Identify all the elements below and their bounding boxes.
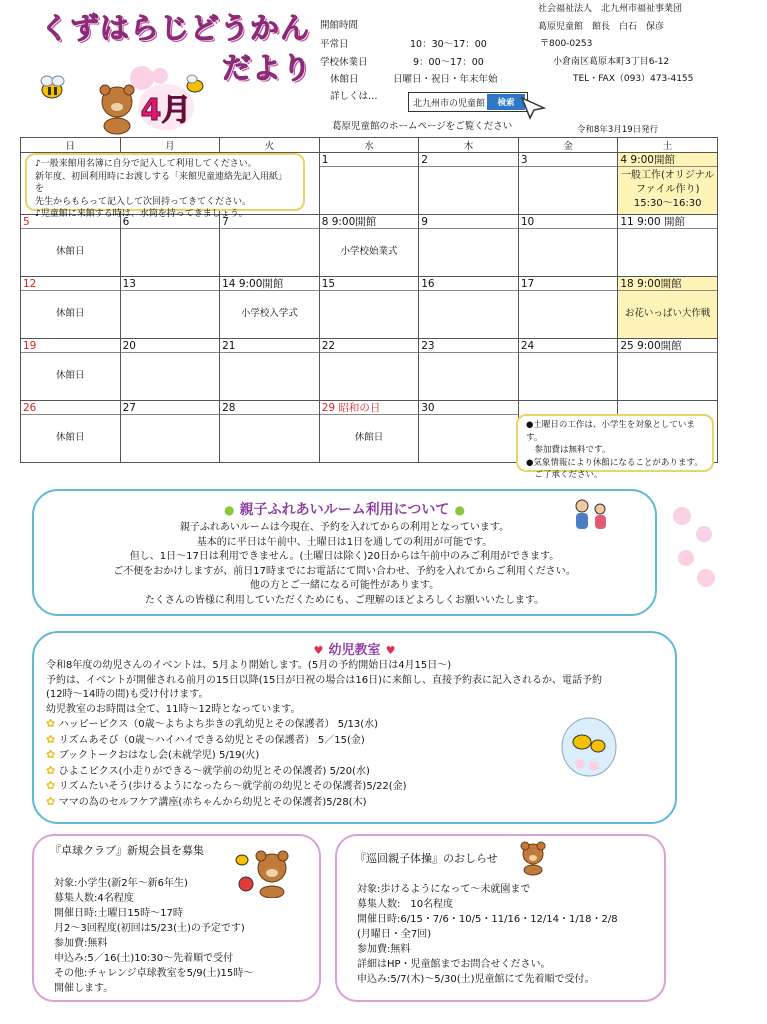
- day-number: 5: [21, 215, 120, 229]
- day-event: 休館日: [354, 432, 384, 443]
- exercise-line: 募集人数: 10名程度: [357, 899, 454, 910]
- exercise-heading: 『巡回親子体操』のおしらせ: [355, 852, 498, 865]
- room-line: 但し、1日～17日は利用できません。(土曜日は除く)20日からは午前中のみご利用ができます。: [129, 551, 560, 562]
- day-number: 19: [21, 339, 120, 353]
- day-number: 21: [220, 339, 319, 353]
- exercise-line: 開催日時:6/15・7/6・10/5・11/16・12/14・1/18・2/8: [357, 914, 618, 925]
- family-room-section: [32, 489, 657, 616]
- day-number: 18 9:00開館: [618, 277, 717, 291]
- day-event: 休館日: [56, 370, 85, 381]
- day-number: 1: [320, 153, 419, 167]
- infant-line: 令和8年度の幼児さんのイベントは、5月より開始します。(5月の予約開始日は4月15日～): [46, 660, 452, 671]
- calendar-day: [220, 215, 320, 277]
- calendar-day: [319, 339, 419, 401]
- notice-line: ♪児童館に来館する時は、水筒を持ってきましょう。: [35, 209, 248, 219]
- flower-icon: ✿: [46, 794, 59, 808]
- notice-line: ご了承ください。: [526, 470, 603, 480]
- parent-child-icon: [570, 497, 614, 539]
- cursor-arrow-icon: [520, 96, 546, 120]
- search-box[interactable]: [408, 92, 528, 112]
- event-item: [46, 748, 602, 764]
- event-text: ブックトークおはなし会(未就学児) 5/19(火): [58, 750, 260, 761]
- family-room-heading: 親子ふれあいルーム利用について: [239, 502, 450, 518]
- calendar-day: [21, 215, 121, 277]
- calendar-day: [518, 153, 618, 215]
- calendar-day: [120, 401, 220, 463]
- notice-line: ♪一般来館用名簿に自分で記入して利用してください。: [35, 159, 257, 169]
- strawberry-icon: ♥: [385, 644, 396, 657]
- exercise-line: 申込み:5/7(木)～5/30(土)児童館にて先着順で受付。: [357, 974, 595, 985]
- pingpong-line: 申込み:5／16(土)10:30～先着順で受付: [54, 953, 234, 964]
- flower-icon: ✿: [46, 717, 59, 730]
- event-text: リズムたいそう(歩けるようになったら～就学前の幼児とその保護者)5/22(金): [58, 781, 407, 792]
- day-number: 29 昭和の日: [320, 401, 419, 415]
- exercise-line: 参加費:無料: [357, 944, 411, 955]
- day-event: 小学校入学式: [240, 308, 298, 319]
- day-event: 小学校始業式: [340, 246, 398, 257]
- calendar-day: [21, 401, 121, 463]
- calendar-notice-top: [25, 153, 305, 219]
- pingpong-line: 開催します。: [54, 983, 114, 994]
- strawberry-icon: ♥: [313, 644, 324, 657]
- notice-line: 先生からもらって記入して次回持ってきてください。: [35, 196, 252, 207]
- flower-icon: ✿: [46, 732, 59, 746]
- event-item: [46, 764, 602, 780]
- pingpong-line: 募集人数:4名程度: [54, 893, 134, 904]
- day-number: 26: [21, 401, 120, 415]
- day-event: お花いっぱい大作戦: [624, 308, 711, 319]
- infant-line: (12時～14時の間)も受け付けます。: [46, 689, 209, 700]
- infant-line: 幼児教室のお時間は全て、11時～12時となっています。: [46, 703, 301, 715]
- pingpong-line: その他:チャレンジ卓球教室を5/9(土)15時～: [54, 968, 254, 979]
- holiday-label: 学校休業日: [320, 57, 368, 68]
- day-event: 休館日: [56, 432, 85, 443]
- room-line: 親子ふれあいルームは今現在、予約を入れてからの利用となっています。: [179, 522, 510, 533]
- bee-icon: [41, 76, 64, 98]
- room-line: たくさんの皆様に利用していただくためにも、ご理解のほどよろしくお願いいたします。: [144, 594, 545, 606]
- day-event: 休館日: [56, 246, 85, 257]
- calendar-day: [21, 277, 121, 339]
- address: 小倉南区葛原本町3丁目6-12: [553, 57, 670, 67]
- calendar-day: [618, 277, 718, 339]
- day-number: 24: [519, 339, 618, 353]
- weekday-header: 土: [618, 138, 718, 153]
- search-box-text: 北九州市の児童館: [413, 98, 486, 109]
- weekday-hours: 10：30～17：00: [410, 39, 487, 50]
- search-button[interactable]: 検索: [487, 94, 525, 110]
- weekday-header: 月: [120, 138, 220, 153]
- day-number: 7: [220, 215, 319, 229]
- event-text: リズムあそび（0歳～ハイハイできる幼児とその保護者） 5／15(金): [58, 734, 365, 746]
- calendar-day: [220, 339, 320, 401]
- day-number: 3: [519, 153, 618, 167]
- calendar-day: [319, 277, 419, 339]
- weekday-header: 火: [220, 138, 320, 153]
- weekday-header: 日: [21, 138, 121, 153]
- tel-fax: TEL・FAX（093）473-4155: [573, 74, 694, 84]
- calendar-day: [319, 401, 419, 463]
- org-line: 社会福祉法人 北九州市福祉事業団: [538, 4, 683, 14]
- day-number: 11 9:00 開館: [618, 215, 717, 229]
- day-number: 8 9:00開館: [320, 215, 419, 229]
- calendar-day: [618, 153, 718, 215]
- day-number: 14 9:00開館: [220, 277, 319, 291]
- calendar-day: [419, 277, 519, 339]
- day-number: 16: [419, 277, 518, 291]
- day-number: 4 9:00開館: [618, 153, 717, 167]
- event-item: [46, 717, 602, 733]
- exercise-line: 詳細はHP・児童館までお問合せください。: [357, 959, 551, 970]
- apple-icon: ●: [454, 503, 465, 517]
- weekday-header: 木: [419, 138, 519, 153]
- day-number: 20: [121, 339, 220, 353]
- calendar-day: [220, 401, 320, 463]
- homepage-text: 葛原児童館のホームページをご覧ください: [332, 121, 513, 132]
- closed-label: 休館日: [330, 74, 359, 85]
- exercise-line: 対象:歩けるようになって～未就園まで: [357, 884, 531, 895]
- event-text: ハッピーピクス（0歳～よちよち歩きの乳幼児とその保護者） 5/13(水): [58, 719, 379, 730]
- day-number: 17: [519, 277, 618, 291]
- day-number: 28: [220, 401, 319, 415]
- notice-line: 参加費は無料です。: [526, 445, 611, 455]
- pingpong-line: 月2～3回程度(初回は5/23(土)の予定です): [54, 923, 245, 934]
- event-item: [46, 779, 602, 795]
- event-item: [46, 795, 602, 811]
- notice-line: ●土曜日の工作は、小学生を対象としています。: [526, 420, 695, 443]
- calendar-day: [618, 339, 718, 401]
- day-number: 25 9:00開館: [618, 339, 717, 353]
- calendar-day: [120, 339, 220, 401]
- calendar-day: [319, 215, 419, 277]
- calendar-day: [518, 215, 618, 277]
- event-item: [46, 733, 602, 749]
- calendar-day: [319, 153, 419, 215]
- calendar-day: [419, 339, 519, 401]
- calendar-day: [518, 339, 618, 401]
- event-text: ひよこピクス(小走りができる～就学前の幼児とその保護者) 5/20(水): [58, 765, 370, 777]
- newsletter-title: くずはらじどうかん: [40, 11, 311, 45]
- day-number: 22: [320, 339, 419, 353]
- infant-line: 予約は、イベントが開催される前月の15日以降(15日が日祝の場合は16日)に来館し、直接予約表に記入されるか、電話予約: [46, 674, 602, 686]
- hours-heading: 開館時間: [320, 20, 359, 31]
- room-line: 他の方とご一緒になる可能性があります。: [249, 580, 440, 591]
- calendar-day: [220, 277, 320, 339]
- newsletter-title-sub: だより: [222, 51, 313, 85]
- calendar-day: [618, 215, 718, 277]
- flower-icon: ✿: [46, 748, 59, 761]
- director-line: 葛原児童館 館長 白石 保彦: [538, 22, 665, 32]
- weekday-label: 平常日: [320, 39, 349, 50]
- calendar-day: [419, 215, 519, 277]
- day-number: 2: [419, 153, 518, 167]
- calendar-day: [120, 215, 220, 277]
- apple-icon: ●: [224, 503, 235, 517]
- bear-pingpong-icon: [232, 848, 296, 898]
- day-number: 6: [121, 215, 220, 229]
- day-number: 13: [121, 277, 220, 291]
- day-number: 23: [419, 339, 518, 353]
- calendar-notice-bottom: [516, 414, 714, 480]
- closed-days: 日曜日・祝日・年末年始: [393, 74, 498, 85]
- details-label: 詳しくは…: [330, 91, 378, 102]
- notice-line: ●気象情報により休館になることがあります。: [526, 457, 703, 468]
- infant-class-heading: 幼児教室: [328, 643, 381, 658]
- day-number: 15: [320, 277, 419, 291]
- calendar-day: [419, 401, 519, 463]
- pingpong-line: 開催日時:土曜日15時～17時: [54, 908, 183, 919]
- day-number: 12: [21, 277, 120, 291]
- flower-icon: ✿: [46, 779, 59, 792]
- bear-icon: [516, 840, 550, 876]
- event-text: ママの為のセルフケア講座(赤ちゃんから幼児とその保護者)5/28(木): [58, 796, 367, 808]
- calendar-day: [518, 277, 618, 339]
- pingpong-heading: 『卓球クラブ』新規会員を募集: [50, 844, 204, 857]
- bear-icon: [100, 85, 134, 134]
- pingpong-line: 対象:小学生(新2年～新6年生): [54, 878, 188, 889]
- issue-date: 令和8年3月19日発行: [577, 125, 659, 135]
- day-number: 27: [121, 401, 220, 415]
- holiday-hours: 9：00～17：00: [413, 57, 484, 68]
- month-badge: 4月: [138, 84, 194, 130]
- parent-child-exercise-section: [335, 834, 666, 1002]
- day-number: 10: [519, 215, 618, 229]
- exercise-line: (月曜日・全7回): [357, 929, 432, 940]
- weekday-header: 水: [319, 138, 419, 153]
- day-event: 一般工作(オリジナル ファイル作り) 15:30～16:30: [620, 170, 715, 209]
- calendar-day: [419, 153, 519, 215]
- pingpong-line: 参加費:無料: [54, 938, 108, 949]
- day-event: 休館日: [56, 308, 85, 319]
- weekday-header: 金: [518, 138, 618, 153]
- postal-code: 〒800-0253: [540, 39, 593, 49]
- bee-icon: [560, 716, 618, 778]
- day-number: 9: [419, 215, 518, 229]
- flower-icon: ✿: [46, 763, 59, 777]
- calendar-day: [21, 339, 121, 401]
- room-line: 基本的に平日は午前中、土曜日は1日を通しての利用が可能です。: [196, 536, 493, 548]
- notice-line: 新年度、初回利用時にお渡しする「来館児童連絡先記入用紙」を: [35, 171, 288, 194]
- calendar-day: [120, 277, 220, 339]
- room-line: ご不便をおかけしますが、前日17時までにお電話にて問い合わせ、予約を入れてからご利用ください。: [113, 565, 576, 577]
- day-number: 30: [419, 401, 518, 415]
- blossom-icon: [668, 500, 718, 592]
